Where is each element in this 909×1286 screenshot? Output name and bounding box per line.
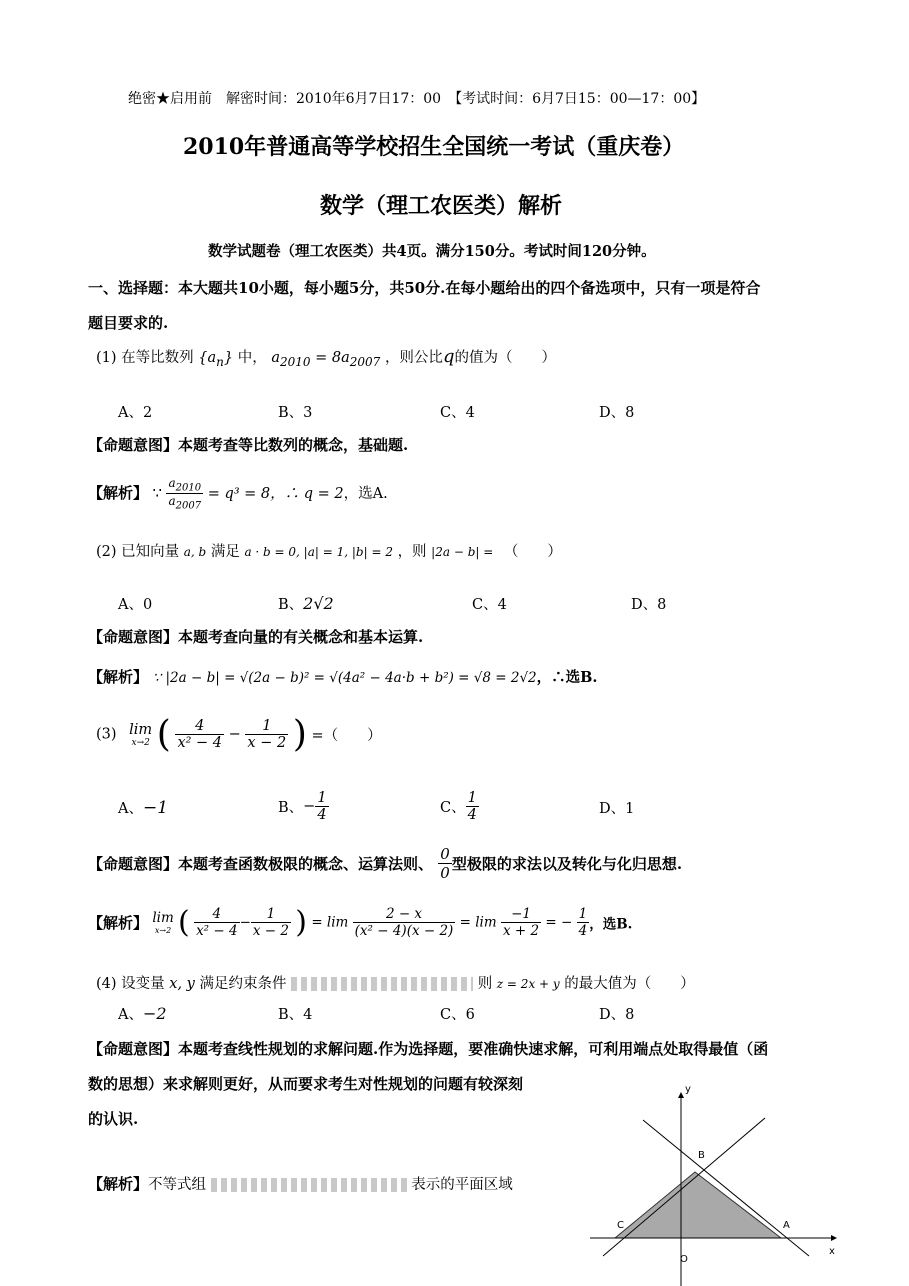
q4-intent-line1: 【命题意图】本题考查线性规划的求解问题.作为选择题，要准确快速求解，可利用端点处取得最值（函 <box>88 1040 769 1058</box>
inequality-system-image <box>211 1178 407 1192</box>
q3-intent: 【命题意图】本题考查函数极限的概念、运算法则、 $\frac{0}{0}$ 型极限的求法以及转化与化归思想. <box>88 845 683 882</box>
confidential-header: 绝密★启用前 解密时间：2010年6月7日17：00 【考试时间：6月7日15：00—17：00】 <box>128 91 706 107</box>
question-4-stem: (4) 设变量 x, y 满足约束条件 则 z = 2x + y 的最大值为（ ） <box>96 976 695 992</box>
point-b-label: B <box>698 1150 705 1161</box>
q3-option-a: A、−1 <box>118 798 169 818</box>
x-axis-arrow <box>831 1235 837 1241</box>
q2-solution: 【解析】 ∵ |2a − b| = √(2a − b)² = √(4a² − 4a·b + b²) = √8 = 2√2，∴选B. <box>88 668 598 686</box>
q1-intent: 【命题意图】本题考查等比数列的概念，基础题. <box>88 436 409 454</box>
q4-option-a: A、−2 <box>118 1004 167 1023</box>
q1-option-c: C、4 <box>440 405 475 421</box>
exam-info: 数学试题卷（理工农医类）共4页。满分150分。考试时间120分钟。 <box>208 243 656 260</box>
q3-option-c: C、 $\frac{1}{4}$ <box>440 790 477 823</box>
question-1-stem: (1) 在等比数列 $\{a_n\}$ 中， $a_{2010} = 8a_{2007}$ ，则公比q的值为（ ） <box>96 346 556 369</box>
q2-option-d: D、8 <box>631 597 667 613</box>
origin-label: O <box>680 1254 688 1265</box>
constraint-system-image <box>291 977 473 991</box>
q4-solution: 【解析】不等式组 表示的平面区域 <box>88 1175 513 1193</box>
q3-option-b: B、− $\frac{1}{4}$ <box>278 790 327 823</box>
section-heading-line1: 一、选择题：本大题共10小题，每小题5分，共50分.在每小题给出的四个备选项中，只有一项是符合 <box>88 279 761 297</box>
q4-option-c: C、6 <box>440 1007 475 1023</box>
q2-option-a: A、0 <box>118 597 153 613</box>
exam-subtitle: 数学（理工农医类）解析 <box>320 193 563 219</box>
point-c-label: C <box>617 1220 624 1231</box>
q4-intent-line3: 的认识. <box>88 1110 139 1128</box>
feasible-region-figure <box>585 1080 845 1286</box>
q2-option-c: C、4 <box>472 597 507 613</box>
feasible-region <box>615 1172 781 1238</box>
q4-option-d: D、8 <box>599 1007 635 1023</box>
q2-intent: 【命题意图】本题考查向量的有关概念和基本运算. <box>88 628 424 646</box>
question-3-stem: (3) lim x→2 ( $\frac{4}{\text{x² − 4}}$ − $\frac{1}{x - 2}$ ) =（ ） <box>96 714 382 755</box>
q3-option-d: D、1 <box>599 801 635 817</box>
y-axis-label: y <box>685 1084 691 1095</box>
exam-title: 2010年普通高等学校招生全国统一考试（重庆卷） <box>183 134 685 160</box>
q4-option-b: B、4 <box>278 1007 313 1023</box>
y-axis-arrow <box>678 1092 684 1098</box>
point-a-label: A <box>783 1220 790 1231</box>
q1-option-d: D、8 <box>599 405 635 421</box>
q1-option-b: B、3 <box>278 405 313 421</box>
x-axis-label: x <box>829 1246 835 1257</box>
section-heading-line2: 题目要求的. <box>88 314 169 332</box>
question-2-stem: (2) 已知向量 a, b 满足 a · b = 0, |a| = 1, |b| = 2 ，则 |2a − b| = （ ） <box>96 544 562 560</box>
q4-intent-line2: 数的思想）来求解则更好，从而要求考生对性规划的问题有较深刻 <box>88 1075 524 1093</box>
q2-option-b: B、2√2 <box>278 594 334 613</box>
q1-solution: 【解析】 ∵ $\frac{a_{2010}}{a_{2007}}$ = q³ = 8，∴ q = 2，选A. <box>88 476 388 512</box>
q1-option-a: A、2 <box>118 405 153 421</box>
q3-solution: 【解析】 lim x→2 ( $\frac{4}{\text{x² − 4}}$ − $\frac{1}{x - 2}$ ) = lim $\frac{2 - x}{\text{(x² − 4)(x − 2)}}$ = lim $\frac{-1}{x + 2}$ = − $\frac{1}{4}$ ，选B. <box>88 905 633 940</box>
